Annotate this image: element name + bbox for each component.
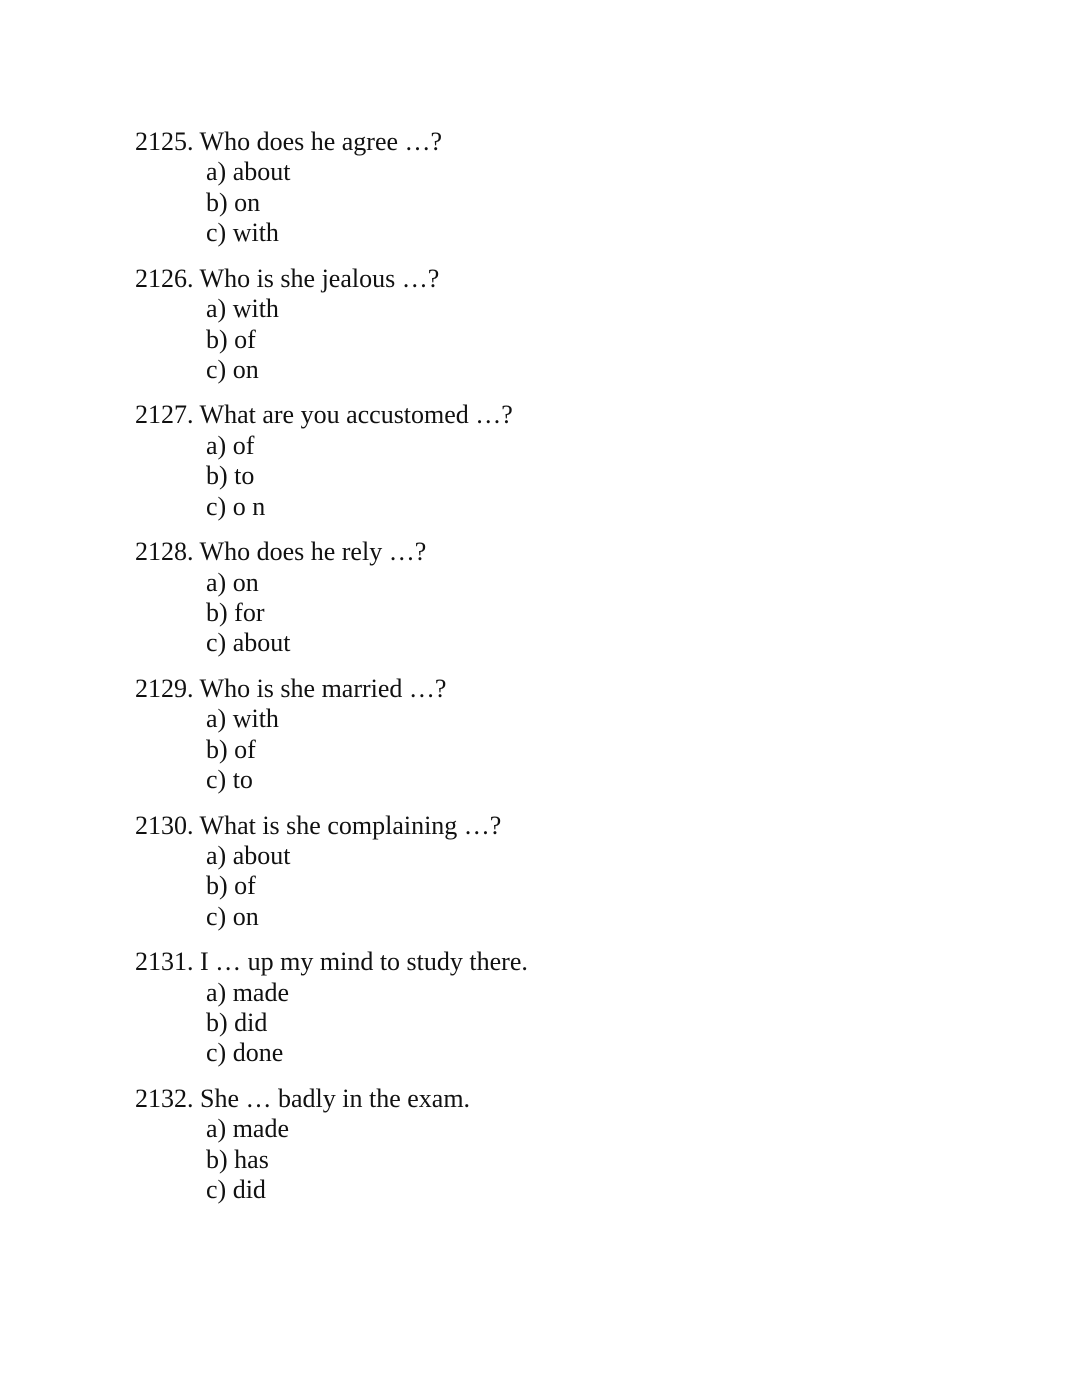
answer-option: b) did: [206, 1008, 268, 1037]
question-number: 2129.: [135, 673, 194, 703]
question-line: [135, 674, 446, 704]
answer-option: a) about: [206, 157, 291, 187]
question-line: [135, 264, 439, 294]
answer-option: c) done: [206, 1038, 284, 1068]
answer-option: b) of: [206, 734, 256, 764]
question-block: [135, 1084, 470, 1206]
answer-option: c) about: [206, 628, 291, 658]
question-number: 2125.: [135, 127, 194, 156]
question-text: Who is she jealous …?: [199, 263, 440, 293]
question-line: [135, 947, 528, 977]
question-line: [135, 400, 513, 430]
answer-option: b) of: [206, 871, 256, 901]
answer-option: a) of: [206, 430, 255, 460]
question-block: [135, 537, 426, 659]
question-text: I … up my mind to study there.: [200, 947, 528, 977]
question-text: What is she complaining …?: [199, 810, 502, 840]
question-number: 2127.: [135, 400, 194, 430]
question-number: 2128.: [135, 537, 194, 567]
answer-option: b) of: [206, 324, 256, 354]
answer-option: a) made: [206, 1114, 290, 1144]
question-block: [135, 400, 513, 522]
answer-option: c) to: [206, 765, 253, 795]
question-text: Who is she married …?: [199, 673, 447, 703]
question-text: Who does he rely …?: [199, 537, 427, 567]
answer-option: a) with: [206, 294, 279, 324]
question-number: 2126.: [135, 263, 194, 293]
answer-option: c) did: [206, 1175, 266, 1205]
question-block: [135, 947, 528, 1069]
question-text: She … badly in the exam.: [200, 1083, 471, 1113]
question-block: [135, 811, 501, 933]
question-text: What are you accustomed …?: [199, 400, 513, 430]
answer-option: c) on: [206, 354, 259, 384]
question-line: [135, 811, 501, 841]
answer-option: c) with: [206, 218, 279, 248]
question-number: 2131.: [135, 947, 194, 977]
question-block: [135, 264, 439, 386]
question-line: [135, 1084, 470, 1114]
answer-option: b) has: [206, 1144, 269, 1174]
answer-option: b) for: [206, 597, 265, 627]
answer-option: a) with: [206, 704, 279, 734]
answer-option: c) on: [206, 901, 259, 931]
answer-option: c) o n: [206, 491, 266, 521]
answer-option: b) on: [206, 187, 261, 217]
answer-option: b) to: [206, 461, 255, 491]
question-number: 2132.: [135, 1083, 194, 1113]
question-number: 2130.: [135, 810, 194, 840]
question-line: [135, 537, 426, 567]
answer-option: a) on: [206, 567, 259, 597]
question-line: [135, 127, 442, 157]
answer-option: a) about: [206, 840, 291, 870]
answer-option: a) made: [206, 977, 290, 1007]
question-text: Who does he agree …?: [199, 127, 443, 156]
question-block: [135, 674, 446, 796]
question-block: [135, 127, 442, 249]
